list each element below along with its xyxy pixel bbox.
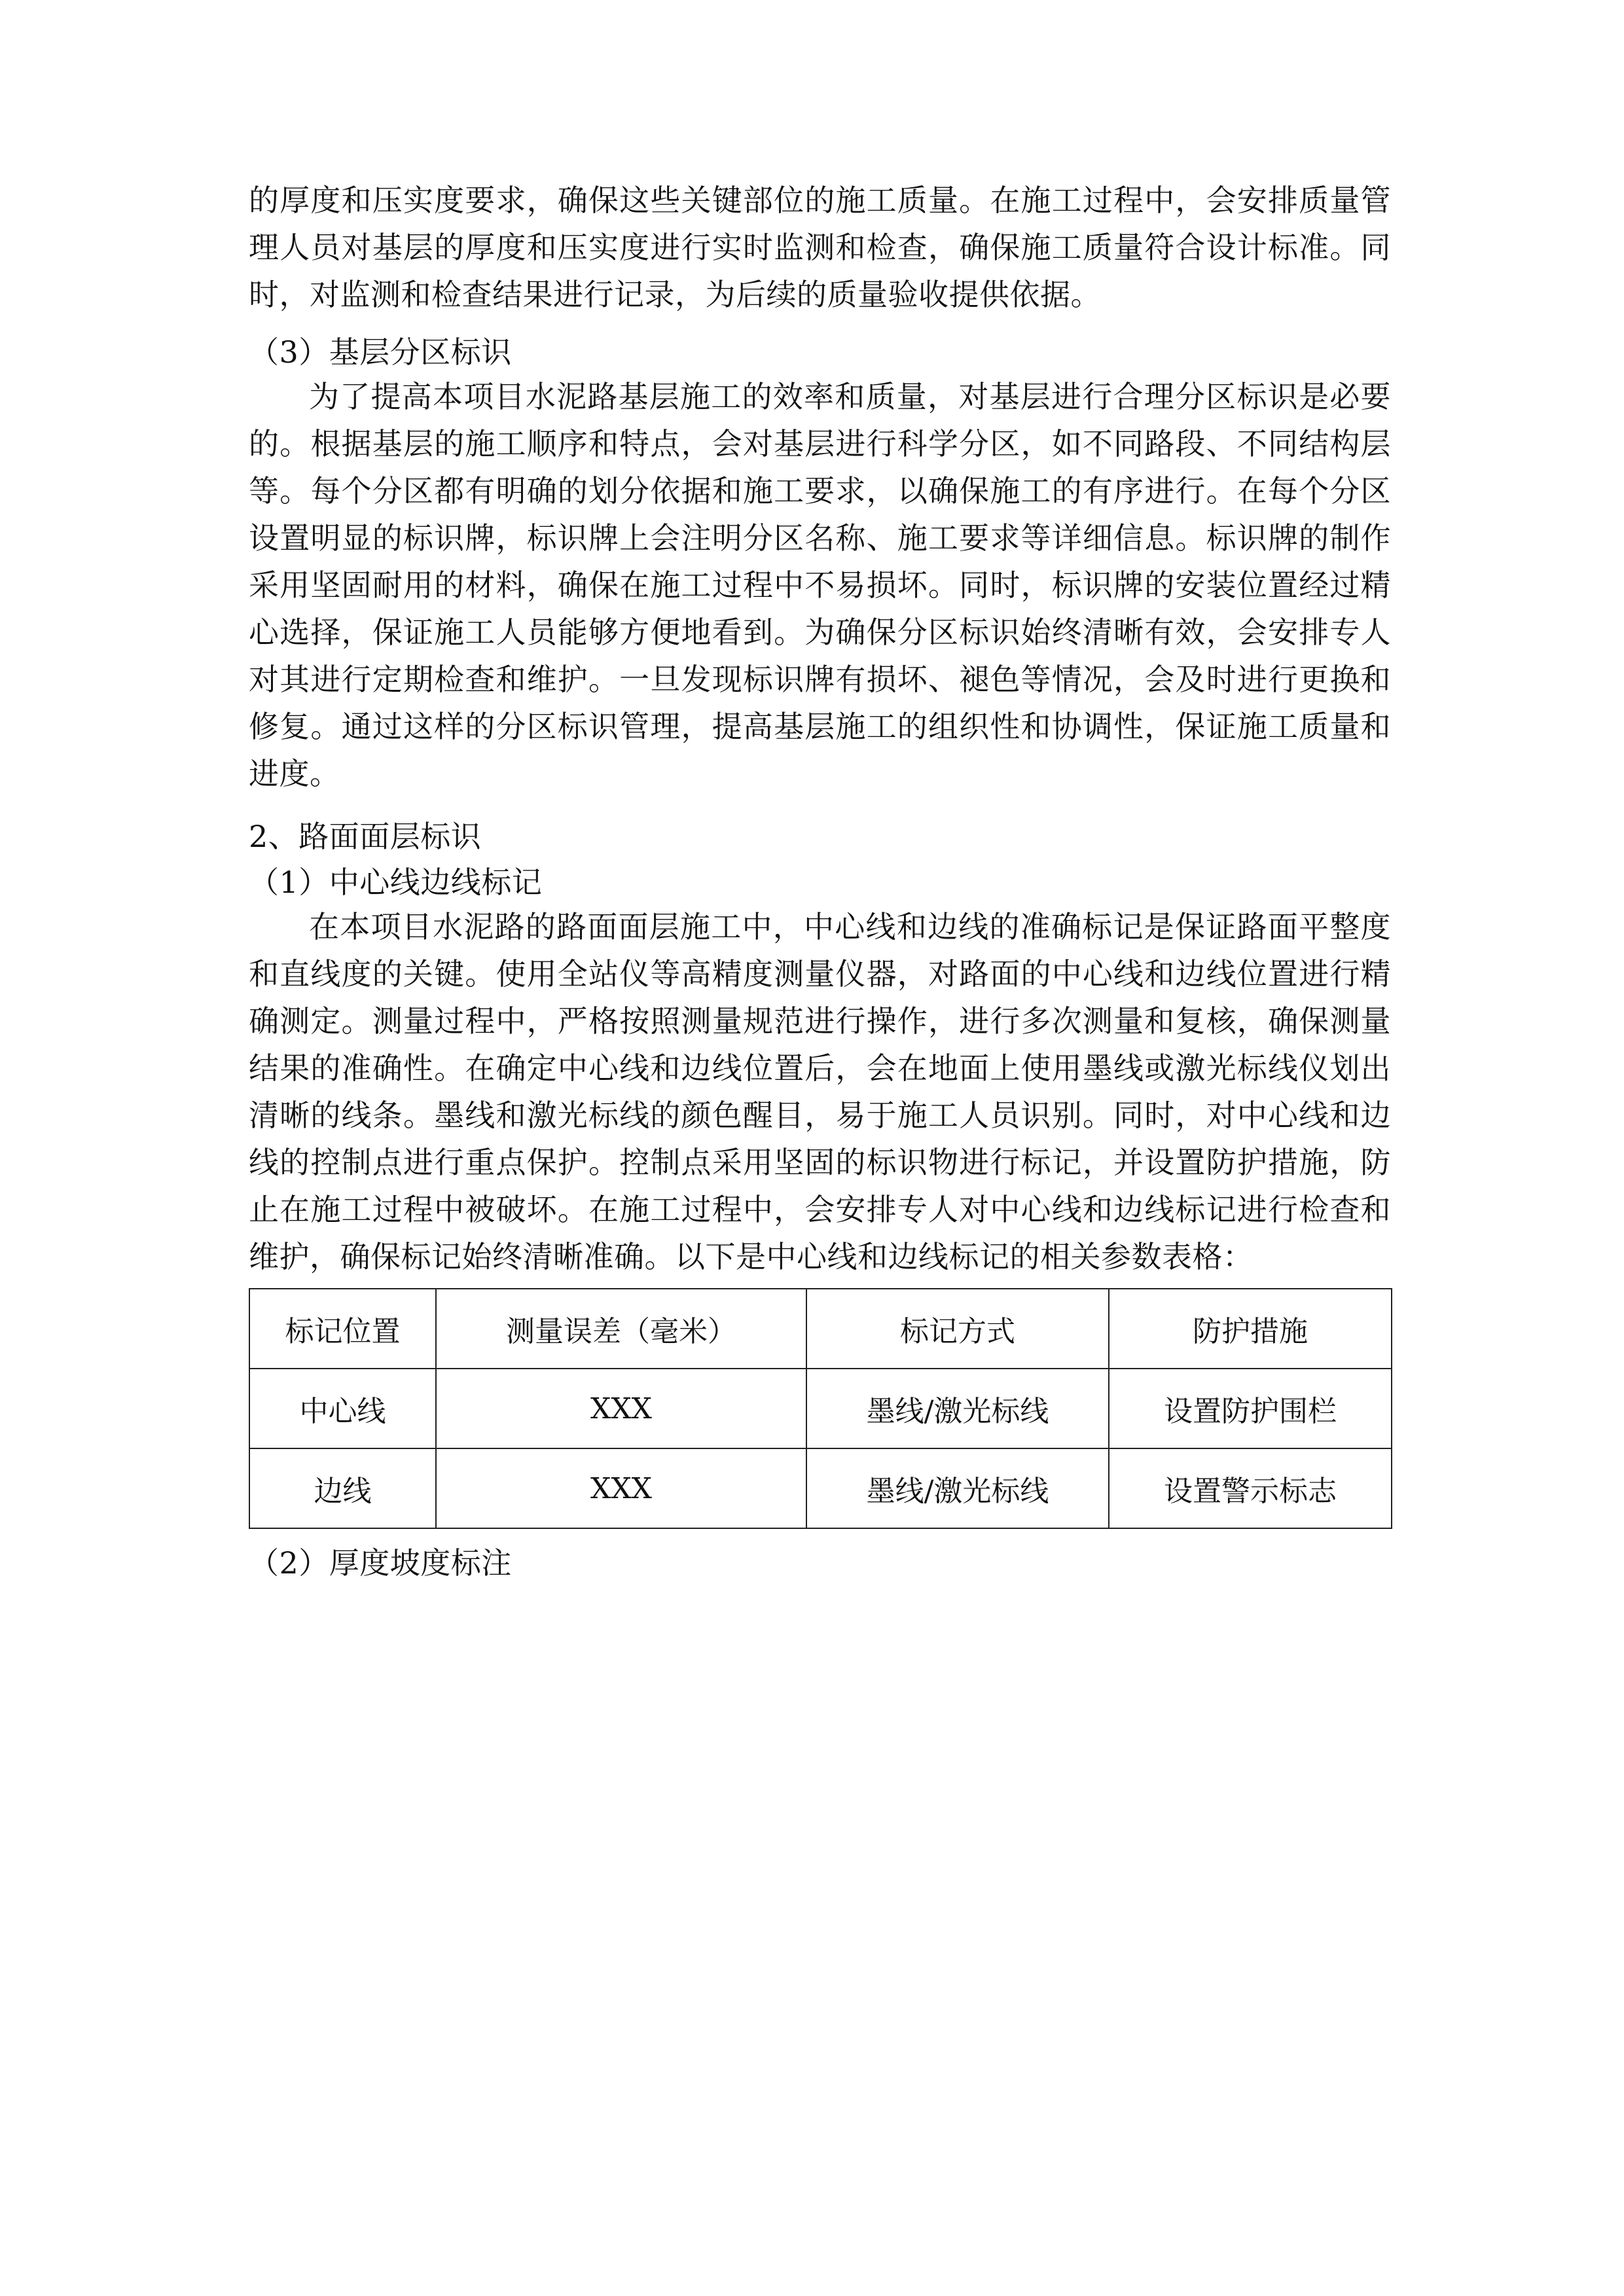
table-cell: 设置警示标志: [1109, 1448, 1392, 1528]
heading-base-zone-marking: （3）基层分区标识: [249, 334, 512, 370]
paragraph-base-zone-marking: 为了提高本项目水泥路基层施工的效率和质量，对基层进行合理分区标识是必要的。根据基层的施工顺序和特点，会对基层进行科学分区，如不同路段、不同结构层等。每个分区都有明确的划分依据和施工要求，以确保施工的有序进行。在每个分区设置明显的标识牌，标识牌上会注明分区名称、施工要求等详细信息。标识牌的制作采用坚固耐用的材料，确保在施工过程中不易损坏。同时，标识牌的安装位置经过精心选择，保证施工人员能够方便地看到。为确保分区标识始终清晰有效，会安排专人对其进行定期检查和维护。一旦发现标识牌有损坏、褪色等情况，会及时进行更换和修复。通过这样的分区标识管理，提高基层施工的组织性和协调性，保证施工质量和进度。: [249, 379, 1391, 791]
table-cell: 墨线/激光标线: [806, 1448, 1109, 1528]
table-header-cell: 防护措施: [1109, 1289, 1392, 1369]
table-cell: XXX: [436, 1369, 806, 1448]
paragraph-thickness-compaction: 的厚度和压实度要求，确保这些关键部位的施工质量。在施工过程中，会安排质量管理人员对基层的厚度和压实度进行实时监测和检查，确保施工质量符合设计标准。同时，对监测和检查结果进行记录，为后续的质量验收提供依据。: [249, 183, 1391, 312]
table-cell: 边线: [249, 1448, 436, 1528]
table-cell: XXX: [436, 1448, 806, 1528]
table-header-row: [249, 1289, 1392, 1369]
table-cell: 墨线/激光标线: [806, 1369, 1109, 1448]
heading-surface-layer-marking: 2、路面面层标识: [249, 819, 482, 854]
table-row: [249, 1369, 1392, 1448]
page-content: [249, 177, 1391, 1584]
table-cell: 中心线: [249, 1369, 436, 1448]
marking-parameters-table: [249, 1288, 1392, 1529]
paragraph-centerline-edge-marking: 在本项目水泥路的路面面层施工中，中心线和边线的准确标记是保证路面平整度和直线度的关键。使用全站仪等高精度测量仪器，对路面的中心线和边线位置进行精确测定。测量过程中，严格按照测量规范进行操作，进行多次测量和复核，确保测量结果的准确性。在确定中心线和边线位置后，会在地面上使用墨线或激光标线仪划出清晰的线条。墨线和激光标线的颜色醒目，易于施工人员识别。同时，对中心线和边线的控制点进行重点保护。控制点采用坚固的标识物进行标记，并设置防护措施，防止在施工过程中被破坏。在施工过程中，会安排专人对中心线和边线标记进行检查和维护，确保标记始终清晰准确。以下是中心线和边线标记的相关参数表格：: [249, 909, 1391, 1274]
table-cell: 设置防护围栏: [1109, 1369, 1392, 1448]
heading-centerline-edge-marking: （1）中心线边线标记: [249, 865, 543, 900]
table-header-cell: 测量误差（毫米）: [436, 1289, 806, 1369]
heading-thickness-slope-annotation: （2）厚度坡度标注: [249, 1545, 512, 1581]
table-row: [249, 1448, 1392, 1528]
table-header-cell: 标记方式: [806, 1289, 1109, 1369]
table-header-cell: 标记位置: [249, 1289, 436, 1369]
